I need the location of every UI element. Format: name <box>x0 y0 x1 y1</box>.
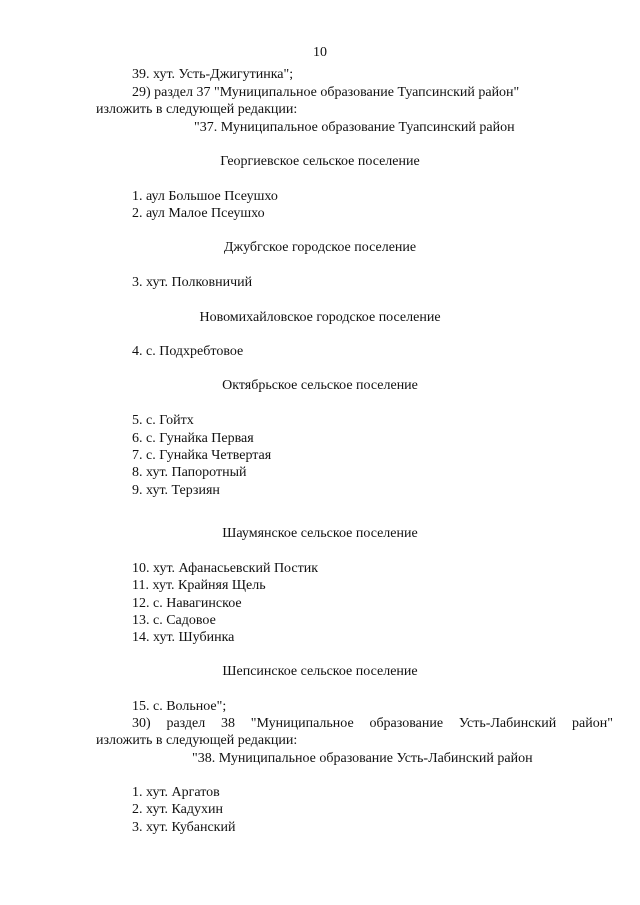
section-title: "37. Муниципальное образование Туапсинский район <box>194 120 515 135</box>
list-item: 15. с. Вольное"; <box>132 699 227 714</box>
list-item: 9. хут. Терзиян <box>132 483 220 498</box>
list-item: 2. хут. Кадухин <box>132 802 224 817</box>
list-item: 39. хут. Усть-Джигутинка"; <box>132 67 294 82</box>
word: 38 <box>221 716 236 731</box>
list-item: 12. с. Навагинское <box>132 596 242 611</box>
paragraph-line: изложить в следующей редакции: <box>96 102 298 117</box>
page-number: 10 <box>313 45 327 60</box>
settlement-heading: Георгиевское сельское поселение <box>220 154 420 169</box>
paragraph-line-justified <box>132 715 613 732</box>
list-item: 4. с. Подхребтовое <box>132 344 244 359</box>
list-item: 1. аул Большое Псеушхо <box>132 189 278 204</box>
settlement-heading: Джубгское городское поселение <box>223 240 417 255</box>
list-item: 14. хут. Шубинка <box>132 630 235 645</box>
settlement-heading: Новомихайловское городское поселение <box>199 310 441 325</box>
list-item: 11. хут. Крайняя Щель <box>132 578 266 593</box>
list-item: 5. с. Гойтх <box>132 413 194 428</box>
word: район" <box>572 716 613 731</box>
list-item: 3. хут. Кубанский <box>132 820 236 835</box>
list-item: 7. с. Гунайка Четвертая <box>132 448 272 463</box>
list-item: 1. хут. Аргатов <box>132 785 220 800</box>
word: 30) <box>132 716 151 731</box>
list-item: 3. хут. Полковничий <box>132 275 253 290</box>
list-item: 8. хут. Папоротный <box>132 465 247 480</box>
list-item: 2. аул Малое Псеушхо <box>132 206 265 221</box>
list-item: 10. хут. Афанасьевский Постик <box>132 561 319 576</box>
settlement-heading: Октябрьское сельское поселение <box>222 378 418 393</box>
list-item: 6. с. Гунайка Первая <box>132 431 254 446</box>
settlement-heading: Шаумянское сельское поселение <box>222 526 418 541</box>
word: "Муниципальное <box>250 716 354 731</box>
paragraph-line: изложить в следующей редакции: <box>96 733 298 748</box>
list-item: 13. с. Садовое <box>132 613 216 628</box>
paragraph-line: 29) раздел 37 "Муниципальное образование Туапсинский район" <box>132 85 520 100</box>
section-title: "38. Муниципальное образование Усть-Лабинский район <box>192 751 533 766</box>
settlement-heading: Шепсинское сельское поселение <box>222 664 418 679</box>
word: раздел <box>166 716 206 731</box>
word: образование <box>369 716 444 731</box>
word: Усть-Лабинский <box>458 716 557 731</box>
